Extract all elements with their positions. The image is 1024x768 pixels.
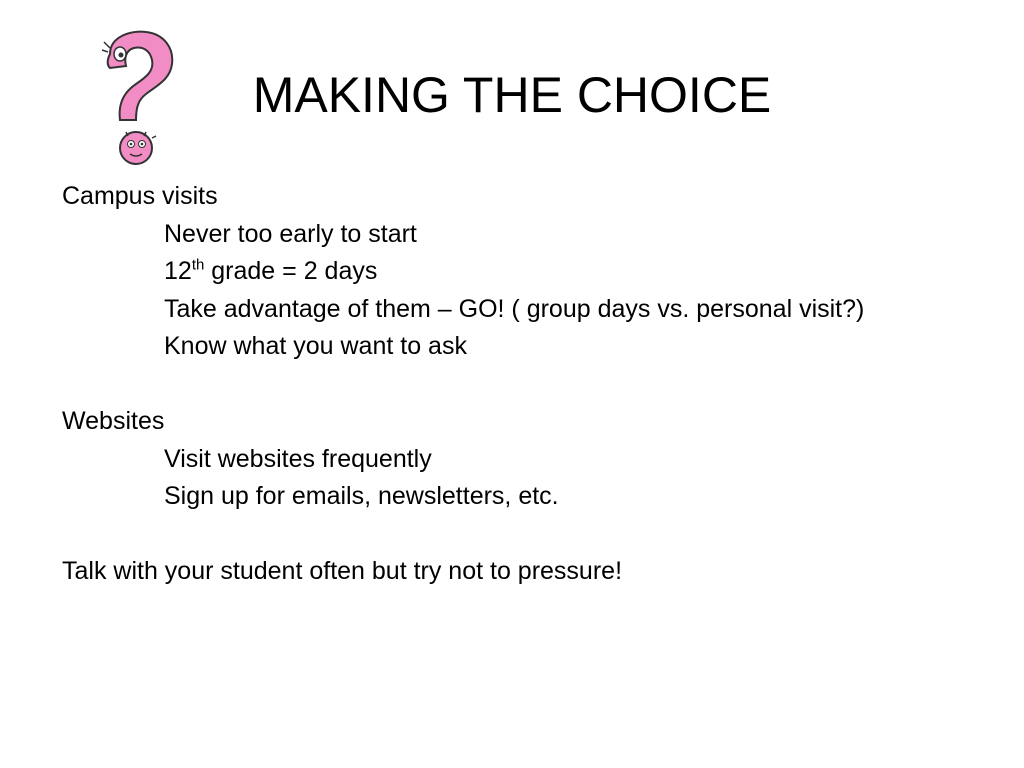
bullet-12th-grade xyxy=(62,253,1002,291)
section-heading-campus-visits: Campus visits xyxy=(62,182,218,210)
closing-statement: Talk with your student often but try not to pressure! xyxy=(62,557,623,585)
bullet-know-what-to-ask: Know what you want to ask xyxy=(164,332,467,360)
slide-title-text: MAKING THE CHOICE xyxy=(252,67,772,123)
section-heading-websites: Websites xyxy=(62,407,165,435)
spacer xyxy=(62,366,1002,404)
grade-days-text: grade = 2 days xyxy=(204,257,378,285)
spacer xyxy=(62,516,1002,554)
grade-ordinal-suffix: th xyxy=(191,256,205,274)
slide-body xyxy=(62,178,1002,591)
bullet-sign-up-emails: Sign up for emails, newsletters, etc. xyxy=(164,482,559,510)
bullet-never-too-early: Never too early to start xyxy=(164,219,417,248)
slide-title xyxy=(0,62,1024,128)
bullet-take-advantage: Take advantage of them – GO! ( group days vs. personal visit?) xyxy=(164,294,865,323)
grade-number: 12 xyxy=(164,257,192,285)
bullet-visit-websites: Visit websites frequently xyxy=(164,444,432,473)
